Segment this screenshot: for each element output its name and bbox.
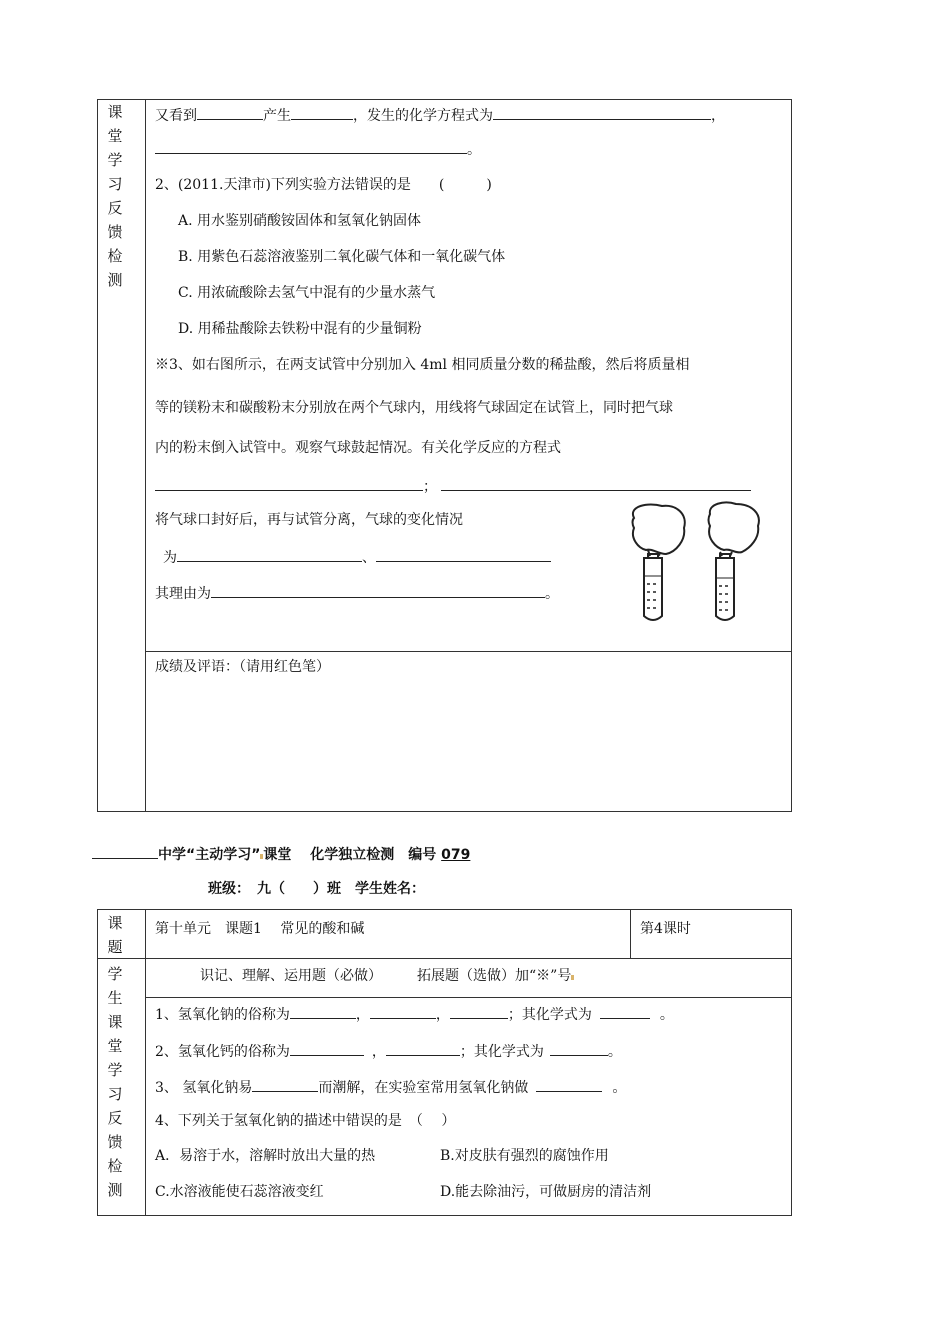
lesson-period: 第4课时 — [640, 921, 691, 937]
blank[interactable] — [450, 1003, 508, 1019]
equation-blank[interactable] — [493, 104, 711, 120]
top-line2: 。 — [155, 138, 481, 160]
q3-para1: ※3、如右图所示，在两支试管中分别加入 4ml 相同质量分数的稀盐酸，然后将质量相 — [155, 357, 690, 373]
bottom-table — [97, 909, 792, 1216]
heading-line1: 中学“主动学习” 课堂 化学独立检测 编号 079 — [92, 843, 470, 865]
blank[interactable] — [252, 1076, 318, 1092]
q3-para2: 等的镁粉末和碳酸粉末分别放在两个气球内，用线将气球固定在试管上，同时把气球 — [155, 400, 673, 416]
bottom-row2-divider — [145, 997, 792, 998]
top-table-col-divider — [145, 99, 146, 812]
bottom-row1-label: 课 题 — [107, 914, 123, 956]
bq3: 3、 氢氧化钠易 而潮解，在实验室常用氢氧化钠做 。 — [155, 1076, 626, 1098]
blank[interactable] — [197, 104, 263, 120]
bq4-option-b: B.对皮肤有强烈的腐蚀作用 — [440, 1148, 609, 1164]
bq4-option-a: A．易溶于水，溶解时放出大量的热 — [155, 1148, 376, 1164]
q2-stem: 2、(2011.天津市)下列实验方法错误的是 ( ) — [155, 177, 492, 193]
bottom-table-col-divider — [145, 909, 146, 1216]
q2-option-d: D. 用稀盐酸除去铁粉中混有的少量铜粉 — [178, 321, 422, 337]
q3-para5: 为 、 — [163, 546, 551, 568]
blank[interactable] — [370, 1003, 436, 1019]
blank[interactable] — [177, 546, 362, 562]
bottom-side-label: 学 生 课 堂 学 习 反 馈 检 测 — [107, 965, 123, 1199]
equation-blank[interactable] — [155, 138, 467, 154]
formula-blank[interactable] — [550, 1040, 608, 1056]
blank[interactable] — [291, 104, 353, 120]
q2-option-c: C. 用浓硫酸除去氢气中混有的少量水蒸气 — [178, 285, 436, 301]
bq2: 2、氢氧化钙的俗称为 ， ；其化学式为 。 — [155, 1040, 622, 1062]
tube-right — [709, 502, 759, 620]
q3-para6: 其理由为 。 — [155, 582, 559, 604]
q3-para4: 将气球口封好后，再与试管分离，气球的变化情况 — [155, 512, 463, 528]
formula-blank[interactable] — [600, 1003, 650, 1019]
blank[interactable] — [536, 1076, 602, 1092]
balloon-test-tube-illustration — [620, 498, 780, 628]
bq4-option-c: C.水溶液能使石蕊溶液变红 — [155, 1184, 324, 1200]
blank[interactable] — [290, 1003, 356, 1019]
heading-line2: 班级： 九（ ）班 学生姓名： — [208, 881, 425, 897]
bq1: 1、氢氧化钠的俗称为 ， ， ；其化学式为 。 — [155, 1003, 674, 1025]
tube-left — [633, 505, 685, 621]
serial-number: 079 — [441, 847, 471, 863]
mark — [571, 975, 574, 980]
q2-option-a: A. 用水鉴别硝酸铵固体和氢氧化钠固体 — [178, 213, 422, 229]
equation-blank[interactable] — [155, 475, 423, 491]
blank[interactable] — [376, 546, 551, 562]
reason-blank[interactable] — [211, 582, 545, 598]
blank[interactable] — [290, 1040, 364, 1056]
top-side-label: 课 堂 学 习 反 馈 检 测 — [107, 103, 123, 289]
blank[interactable] — [386, 1040, 460, 1056]
q3-equation-line: ； — [155, 475, 751, 497]
instructions: 识记、理解、运用题（必做） 拓展题（选做）加“※”号 — [200, 966, 574, 986]
q2-option-b: B. 用紫色石蕊溶液鉴别二氧化碳气体和一氧化碳气体 — [178, 249, 506, 265]
bq4-stem: 4、下列关于氢氧化钠的描述中错误的是 （ ） — [155, 1113, 456, 1129]
bq4-option-d: D.能去除油污，可做厨房的清洁剂 — [440, 1184, 652, 1200]
top-line1: 又看到 产生 ，发生的化学方程式为 ， — [155, 104, 725, 126]
bottom-table-period-divider — [630, 909, 631, 958]
q3-para3: 内的粉末倒入试管中。观察气球鼓起情况。有关化学反应的方程式 — [155, 440, 561, 456]
top-table-row-divider — [145, 651, 792, 652]
equation-blank[interactable] — [441, 475, 751, 491]
school-blank[interactable] — [92, 843, 158, 859]
grade-comment-label: 成绩及评语：（请用红色笔） — [155, 659, 330, 675]
lesson-title: 第十单元 课题1 常见的酸和碱 — [155, 921, 365, 937]
bottom-row1-divider — [97, 958, 792, 959]
